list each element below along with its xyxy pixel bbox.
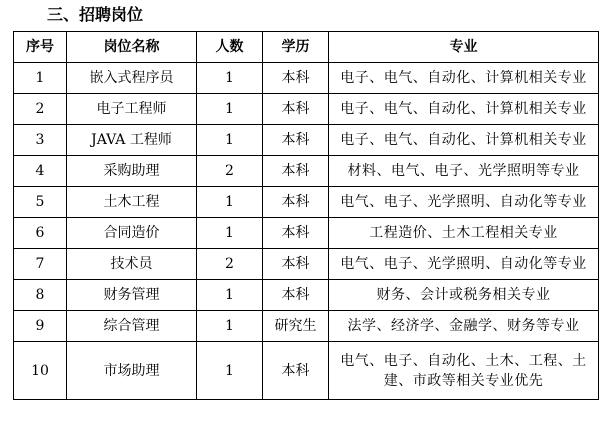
table-row	[14, 311, 599, 342]
table-header-row	[14, 32, 599, 63]
cell-education: 本科	[263, 249, 329, 280]
table-row	[14, 156, 599, 187]
cell-no: 9	[14, 311, 67, 342]
cell-major: 法学、经济学、金融学、财务等专业	[329, 311, 599, 342]
cell-no: 5	[14, 187, 67, 218]
cell-major: 电气、电子、光学照明、自动化等专业	[329, 249, 599, 280]
header-no: 序号	[14, 32, 67, 63]
cell-no: 6	[14, 218, 67, 249]
cell-major: 财务、会计或税务相关专业	[329, 280, 599, 311]
cell-major: 工程造价、土木工程相关专业	[329, 218, 599, 249]
cell-position: JAVA 工程师	[67, 125, 197, 156]
cell-count: 1	[197, 187, 263, 218]
cell-education: 本科	[263, 342, 329, 400]
cell-count: 1	[197, 342, 263, 400]
cell-position: 土木工程	[67, 187, 197, 218]
header-position: 岗位名称	[67, 32, 197, 63]
cell-position: 财务管理	[67, 280, 197, 311]
table-row	[14, 280, 599, 311]
cell-no: 7	[14, 249, 67, 280]
cell-count: 2	[197, 249, 263, 280]
header-count: 人数	[197, 32, 263, 63]
cell-position: 市场助理	[67, 342, 197, 400]
section-title: 三、招聘岗位	[47, 5, 144, 24]
cell-position: 电子工程师	[67, 94, 197, 125]
cell-no: 10	[14, 342, 67, 400]
cell-position: 嵌入式程序员	[67, 63, 197, 94]
cell-count: 1	[197, 94, 263, 125]
cell-education: 本科	[263, 156, 329, 187]
cell-position: 采购助理	[67, 156, 197, 187]
cell-education: 本科	[263, 218, 329, 249]
cell-education: 本科	[263, 125, 329, 156]
cell-count: 1	[197, 311, 263, 342]
cell-education: 本科	[263, 280, 329, 311]
table-row	[14, 63, 599, 94]
table-row	[14, 218, 599, 249]
cell-count: 2	[197, 156, 263, 187]
table-row	[14, 125, 599, 156]
cell-count: 1	[197, 125, 263, 156]
positions-table	[13, 31, 599, 400]
cell-education: 本科	[263, 94, 329, 125]
cell-major: 电气、电子、光学照明、自动化等专业	[329, 187, 599, 218]
cell-no: 8	[14, 280, 67, 311]
cell-major: 电子、电气、自动化、计算机相关专业	[329, 125, 599, 156]
cell-major: 电子、电气、自动化、计算机相关专业	[329, 63, 599, 94]
cell-major: 电气、电子、自动化、土木、工程、土建、市政等相关专业优先	[329, 342, 599, 400]
table-row	[14, 94, 599, 125]
cell-position: 合同造价	[67, 218, 197, 249]
cell-count: 1	[197, 280, 263, 311]
table-row	[14, 342, 599, 400]
cell-no: 1	[14, 63, 67, 94]
cell-education: 研究生	[263, 311, 329, 342]
cell-count: 1	[197, 63, 263, 94]
cell-major: 电子、电气、自动化、计算机相关专业	[329, 94, 599, 125]
cell-no: 4	[14, 156, 67, 187]
cell-no: 3	[14, 125, 67, 156]
cell-count: 1	[197, 218, 263, 249]
cell-position: 综合管理	[67, 311, 197, 342]
cell-major: 材料、电气、电子、光学照明等专业	[329, 156, 599, 187]
table-row	[14, 249, 599, 280]
cell-education: 本科	[263, 63, 329, 94]
table-row	[14, 187, 599, 218]
header-major: 专业	[329, 32, 599, 63]
cell-education: 本科	[263, 187, 329, 218]
header-education: 学历	[263, 32, 329, 63]
cell-no: 2	[14, 94, 67, 125]
cell-position: 技术员	[67, 249, 197, 280]
